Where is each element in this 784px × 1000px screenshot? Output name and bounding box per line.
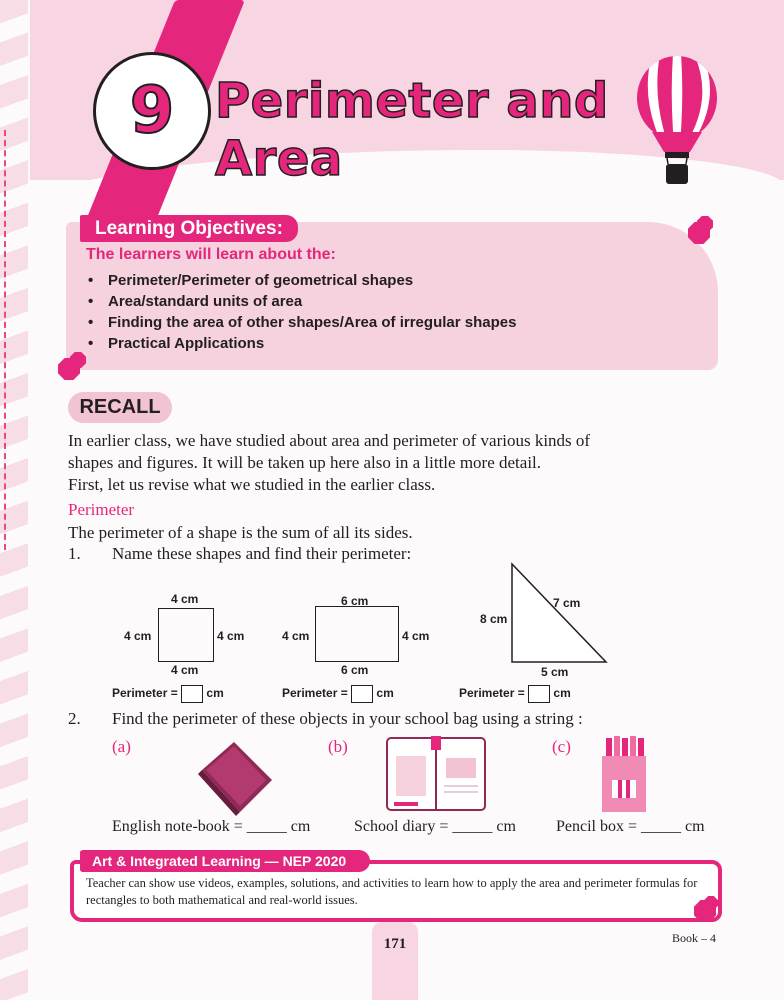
recall-heading: RECALL — [68, 392, 172, 423]
school-diary-icon — [386, 736, 486, 812]
square-bottom-label: 4 cm — [171, 663, 199, 677]
objective-item: • Practical Applications — [86, 333, 516, 354]
unit-label: cm — [206, 686, 224, 701]
rectangle-top-label: 6 cm — [341, 594, 369, 608]
item-a-label: (a) — [112, 737, 131, 756]
question1-number: 1. — [68, 544, 81, 563]
recall-paragraph-line1: In earlier class, we have studied about area and perimeter of various kinds of — [68, 431, 591, 450]
perimeter-answer-triangle — [459, 685, 571, 703]
question2-text: Find the perimeter of these objects in your school bag using a string : — [112, 709, 583, 728]
hexagon-decoration-icon — [697, 216, 713, 232]
chapter-title-line1: Perimeter and — [215, 73, 609, 129]
chapter-title-line2: Area — [215, 131, 343, 187]
page-number: 171 — [372, 922, 418, 1000]
question1-text: Name these shapes and find their perimeter: — [112, 544, 412, 563]
answer-box[interactable] — [528, 685, 550, 703]
unit-label: cm — [553, 686, 571, 701]
item-c-label: (c) — [552, 737, 571, 756]
objective-item: • Area/standard units of area — [86, 291, 516, 312]
perimeter-label: Perimeter = — [282, 686, 348, 701]
perimeter-definition: The perimeter of a shape is the sum of all its sides. — [68, 523, 413, 542]
perimeter-heading: Perimeter — [68, 500, 135, 519]
perimeter-label: Perimeter = — [459, 686, 525, 701]
question2-number: 2. — [68, 709, 81, 728]
triangle-bottom-label: 5 cm — [541, 665, 569, 679]
perimeter-answer-rectangle — [282, 685, 394, 703]
book-reference: Book – 4 — [672, 931, 717, 945]
pencil-box-caption: Pencil box = _____ cm — [556, 818, 705, 835]
diary-caption: School diary = _____ cm — [354, 818, 516, 835]
answer-box[interactable] — [181, 685, 203, 703]
perimeter-label: Perimeter = — [112, 686, 178, 701]
nep-text: Teacher can show use videos, examples, solutions, and activities to learn how to apply the area and perimeter formulas for rectangles to both mathematical and real-world issues. — [86, 876, 698, 907]
rectangle-right-label: 4 cm — [402, 629, 430, 643]
learning-objectives-list — [86, 270, 516, 354]
objective-item: • Perimeter/Perimeter of geometrical shapes — [86, 270, 516, 291]
left-dashed-line — [4, 130, 6, 550]
triangle-left-label: 8 cm — [480, 612, 508, 626]
objective-item: • Finding the area of other shapes/Area of irregular shapes — [86, 312, 516, 333]
perimeter-answer-square — [112, 685, 224, 703]
chapter-number-badge — [93, 52, 211, 170]
square-top-label: 4 cm — [171, 592, 199, 606]
rectangle-bottom-label: 6 cm — [341, 663, 369, 677]
unit-label: cm — [376, 686, 394, 701]
item-b-label: (b) — [328, 737, 348, 756]
nep-heading: Art & Integrated Learning — NEP 2020 — [80, 850, 370, 872]
square-left-label: 4 cm — [124, 629, 152, 643]
right-triangle-shape — [508, 562, 608, 664]
pencil-box-icon — [600, 734, 648, 814]
learning-objectives-intro: The learners will learn about the: — [86, 246, 336, 263]
recall-paragraph-line2: shapes and figures. It will be taken up here also in a little more detail. — [68, 453, 542, 472]
triangle-hypotenuse-label: 7 cm — [553, 596, 581, 610]
rectangle-shape — [315, 606, 399, 662]
square-right-label: 4 cm — [217, 629, 245, 643]
chapter-number: 9 — [129, 74, 175, 148]
learning-objectives-heading: Learning Objectives: — [80, 215, 298, 242]
square-shape — [158, 608, 214, 662]
answer-box[interactable] — [351, 685, 373, 703]
chapter-title — [215, 72, 609, 188]
hot-air-balloon-icon — [632, 54, 722, 186]
notebook-icon — [196, 740, 276, 816]
notebook-caption: English note-book = _____ cm — [112, 818, 311, 835]
rectangle-left-label: 4 cm — [282, 629, 310, 643]
recall-paragraph-line3: First, let us revise what we studied in the earlier class. — [68, 475, 436, 494]
